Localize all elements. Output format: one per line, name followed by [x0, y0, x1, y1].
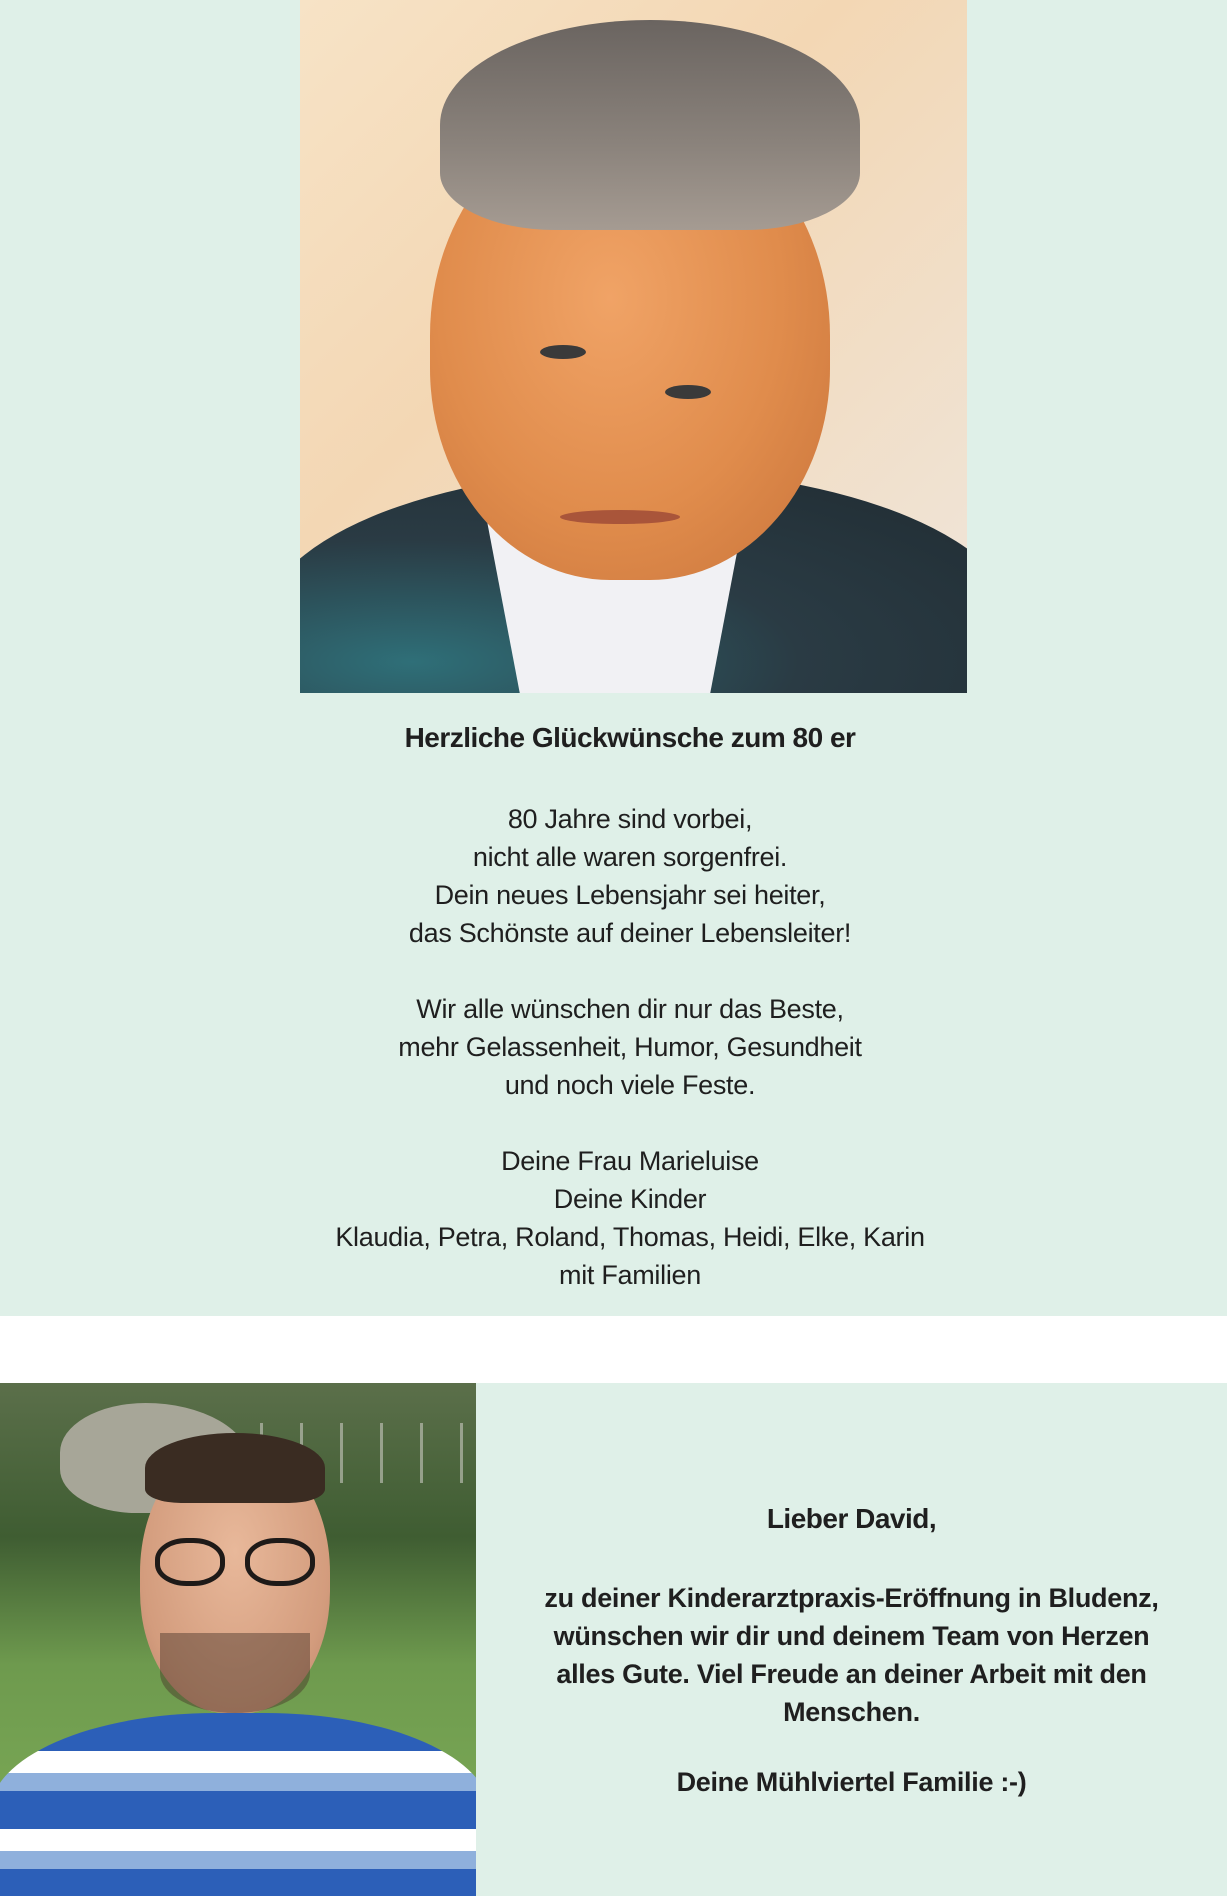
practice-opening-announcement	[0, 1383, 1227, 1896]
poem-line: nicht alle waren sorgenfrei.	[472, 842, 788, 872]
poem-line: und noch viele Feste.	[504, 1070, 756, 1100]
birthday-poem	[0, 800, 1227, 1294]
opening-message	[476, 1579, 1227, 1731]
birthday-heading: Herzliche Glückwünsche zum 80 er	[404, 722, 856, 753]
signature-line: Deine Frau Marieluise	[501, 1146, 759, 1176]
signature-line: mit Familien	[559, 1260, 701, 1290]
message-line: alles Gute. Viel Freude an deiner Arbeit mit den	[556, 1659, 1147, 1689]
poem-line: 80 Jahre sind vorbei,	[507, 804, 753, 834]
signature-line: Klaudia, Petra, Roland, Thomas, Heidi, Elke, Karin	[335, 1222, 925, 1252]
greeting: Lieber David,	[766, 1503, 937, 1534]
closing-signature: Deine Mühlviertel Familie :-)	[676, 1767, 1027, 1797]
message-line: wünschen wir dir und deinem Team von Herzen	[553, 1621, 1150, 1651]
poem-line: Wir alle wünschen dir nur das Beste,	[416, 994, 844, 1024]
poem-line: das Schönste auf deiner Lebensleiter!	[408, 918, 852, 948]
poem-line: mehr Gelassenheit, Humor, Gesundheit	[398, 1032, 862, 1062]
signature-line: Deine Kinder	[553, 1184, 707, 1214]
poem-line: Dein neues Lebensjahr sei heiter,	[434, 880, 826, 910]
portrait-photo-young-man	[0, 1383, 476, 1896]
message-line: Menschen.	[783, 1697, 920, 1727]
message-line: zu deiner Kinderarztpraxis-Eröffnung in Bludenz,	[544, 1583, 1159, 1613]
portrait-photo-elderly-man	[300, 0, 967, 693]
